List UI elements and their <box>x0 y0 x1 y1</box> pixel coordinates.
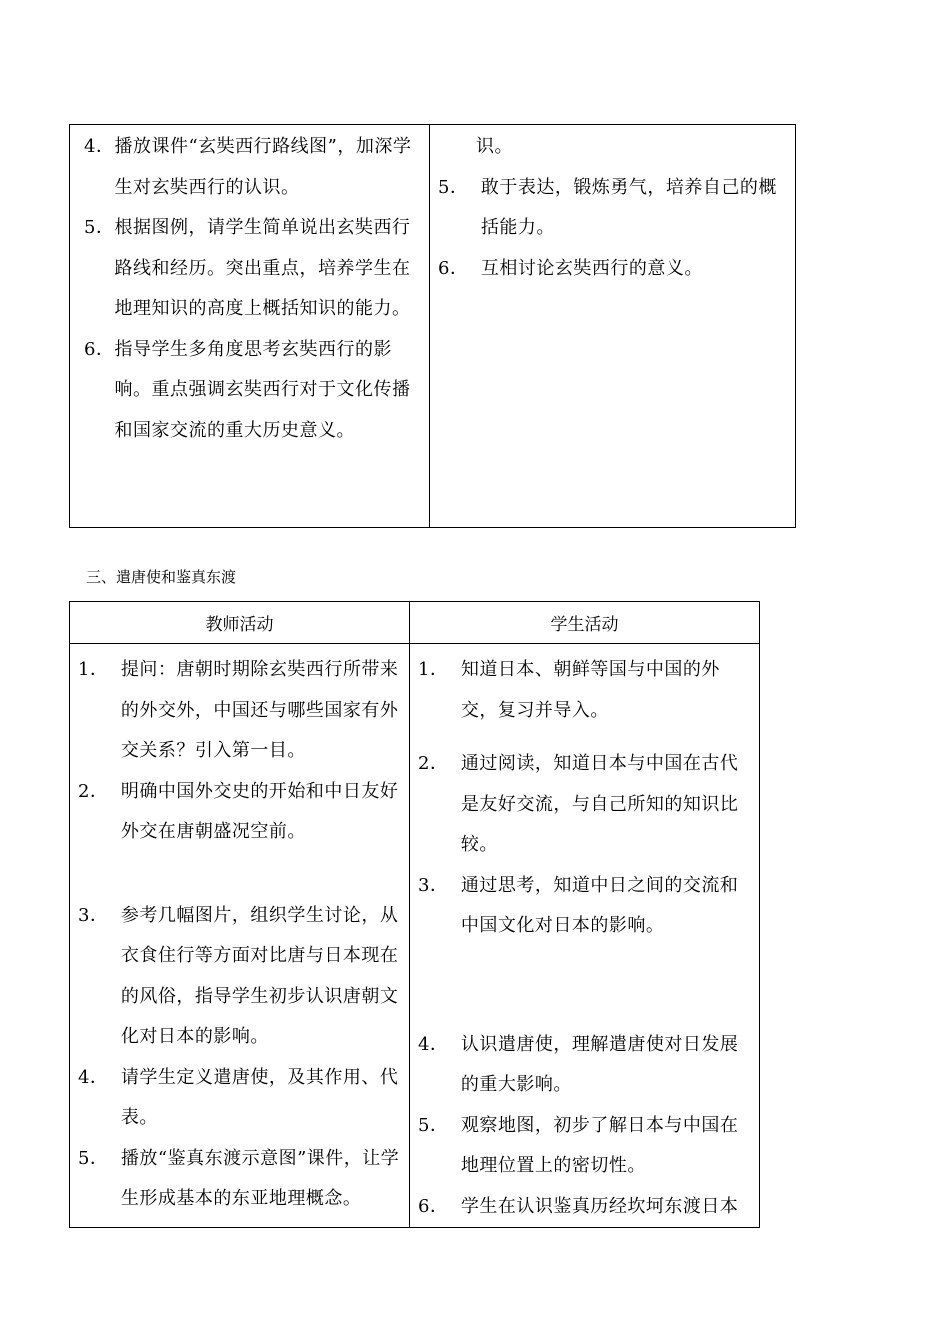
list-item: 6． 互相讨论玄奘西行的意义。 <box>438 257 703 279</box>
header-student-activity: 学生活动 <box>410 602 760 644</box>
teacher-activity-cell <box>70 125 430 528</box>
list-item: 3． 参考几幅图片，组织学生讨论，从衣食住行等方面对比唐与日本现在的风俗，指导学生初步认识唐朝文化对日本的影响。 <box>78 904 399 1047</box>
spacer <box>418 731 753 744</box>
header-teacher-activity: 教师活动 <box>70 602 410 644</box>
list-item: 1． 提问：唐朝时期除玄奘西行所带来的外交外，中国还与哪些国家有外交关系？引入第一目。 <box>78 659 399 761</box>
list-item: 5． 根据图例，请学生简单说出玄奘西行路线和经历。突出重点，培养学生在地理知识的高度上概括知识的能力。 <box>84 217 411 319</box>
teacher-activity-cell <box>70 644 410 1228</box>
list-item: 4． 认识遣唐使，理解遣唐使对日发展的重大影响。 <box>418 1033 739 1095</box>
list-item: 5． 播放“鉴真东渡示意图”课件，让学生形成基本的东亚地理概念。 <box>78 1147 400 1209</box>
list-item: 4． 播放课件“玄奘西行路线图”，加深学生对玄奘西行的认识。 <box>84 136 412 198</box>
list-item: 3． 通过思考，知道中日之间的交流和中国文化对日本的影响。 <box>418 874 739 936</box>
list-item: 6． 学生在认识鉴真历经坎坷东渡日本 <box>418 1195 739 1217</box>
continuation-text: 识。 <box>476 136 513 157</box>
student-activity-cell <box>430 125 796 528</box>
spacer <box>78 853 403 896</box>
list-item: 6． 指导学生多角度思考玄奘西行的影响。重点强调玄奘西行对于文化传播和国家交流的重大历史意义。 <box>84 338 411 441</box>
spacer <box>418 947 753 1025</box>
list-item: 2． 明确中国外交史的开始和中日友好外交在唐朝盛况空前。 <box>78 780 399 842</box>
section-number: 三、 <box>86 568 117 586</box>
list-item: 5． 敢于表达，锻炼勇气，培养自己的概括能力。 <box>438 176 777 238</box>
list-item: 5． 观察地图，初步了解日本与中国在地理位置上的密切性。 <box>418 1114 739 1176</box>
list-item: 4． 请学生定义遣唐使，及其作用、代表。 <box>78 1066 399 1128</box>
section-title: 遣唐使和鉴真东渡 <box>116 568 237 586</box>
activity-table-continued <box>69 124 796 528</box>
section-heading <box>86 566 236 588</box>
activity-table <box>69 601 760 1228</box>
list-item: 2． 通过阅读，知道日本与中国在古代是友好交流，与自己所知的知识比较。 <box>418 753 739 855</box>
student-activity-cell <box>410 644 760 1228</box>
list-item: 1． 知道日本、朝鲜等国与中国的外交，复习并导入。 <box>418 659 720 721</box>
